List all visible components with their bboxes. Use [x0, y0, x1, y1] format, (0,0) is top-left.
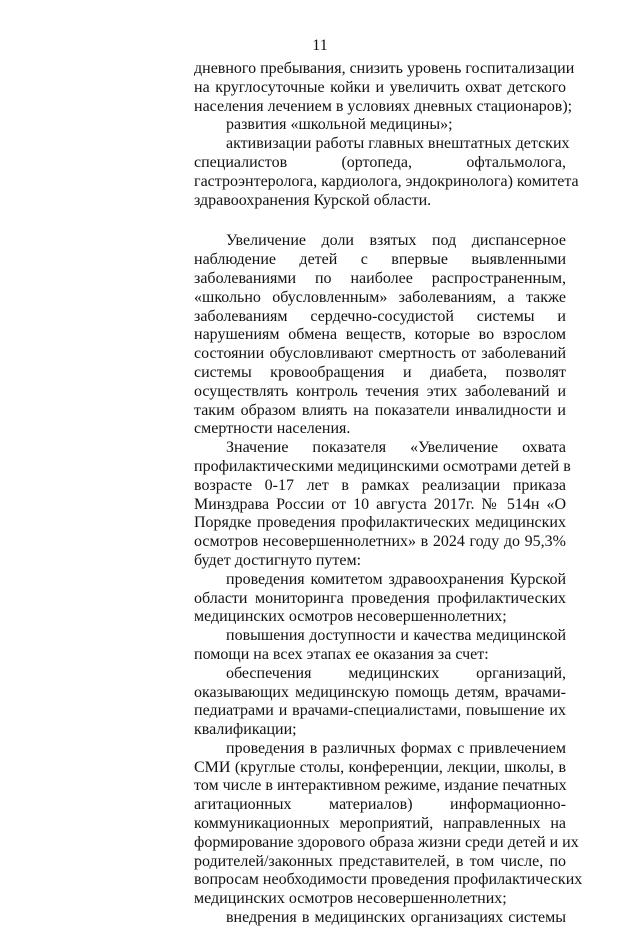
text-line: дневного пребывания, снизить уровень госпитализации [194, 60, 575, 77]
text-line: формирование здорового образа жизни среди детей и их [194, 833, 579, 851]
text-line: том числе в интерактивном режиме, издание печатных [194, 777, 567, 795]
text-line: профилактическими медицинскими осмотрами детей в [194, 457, 571, 475]
text-line: помощи на всех этапах ее оказания за счет: [194, 645, 489, 663]
text-line: внедрения в медицинских организациях системы [226, 909, 566, 927]
text-line: квалификации; [194, 721, 297, 739]
text-line: проведения в различных формах с привлечением [226, 739, 566, 757]
text-line: агитационных материалов) информационно- [194, 796, 566, 814]
text-line: здравоохранения Курской области. [194, 191, 432, 209]
text-line: «школьно обусловленным» заболеваниям, а также [194, 288, 566, 306]
text-line: наблюдение детей с впервые выявленными [194, 251, 566, 269]
text-line: развития «школьной медицины»; [226, 116, 453, 134]
text-line: родителей/законных представителей, в том числе, по [194, 852, 566, 870]
text-line: специалистов (ортопеда, офтальмолога, [194, 153, 566, 171]
text-line: Минздрава России от 10 августа 2017г. № 514н «О [194, 495, 566, 513]
text-line: таким образом влиять на показатели инвалидности и [194, 401, 566, 419]
text-line: Значение показателя «Увеличение охвата [226, 439, 566, 457]
text-line: на круглосуточные койки и увеличить охват детского [194, 78, 566, 96]
text-line: медицинских осмотров несовершеннолетних; [194, 608, 507, 626]
text-line: активизации работы главных внештатных детских [226, 135, 570, 153]
text-line: оказывающих медицинскую помощь детям, врачами- [194, 683, 566, 701]
text-line: системы кровообращения и диабета, позволят [194, 363, 566, 381]
text-line: состоянии обусловливают смертность от заболеваний [194, 345, 566, 363]
paragraph-gap [194, 210, 566, 232]
text-line: осуществлять контроль течения этих заболеваний и [194, 382, 566, 400]
text-line: заболеваниями по наиболее распространенным, [194, 269, 566, 287]
text-line: коммуникационных мероприятий, направленных на [194, 815, 566, 833]
text-line: обеспечения медицинских организаций, [226, 664, 566, 682]
text-line: Увеличение доли взятых под диспансерное [226, 232, 566, 250]
text-line: проведения комитетом здравоохранения Курской [226, 570, 566, 588]
text-line: гастроэнтеролога, кардиолога, эндокринолога) комитета [194, 172, 579, 190]
text-line: повышения доступности и качества медицинской [226, 627, 566, 645]
text-line: заболеваниям сердечно-сосудистой системы и [194, 307, 566, 325]
text-line: нарушениям обмена веществ, которые во взрослом [194, 326, 566, 344]
text-line: педиатрами и врачами-специалистами, повышение их [194, 702, 566, 720]
body-text [194, 60, 583, 928]
text-line: вопросам необходимости проведения профилактических [194, 871, 583, 889]
text-line: смертности населения. [194, 420, 351, 438]
text-line: области мониторинга проведения профилактических [194, 589, 566, 607]
text-line: населения лечением в условиях дневных стационаров); [194, 97, 573, 115]
text-line: осмотров несовершеннолетних» в 2024 году до 95,3% [194, 533, 566, 551]
page-number: 11 [312, 37, 328, 54]
text-line: СМИ (круглые столы, конференции, лекции, школы, в [194, 758, 566, 776]
text-line: медицинских осмотров несовершеннолетних; [194, 890, 507, 908]
text-line: будет достигнуто путем: [194, 551, 362, 569]
text-line: возрасте 0-17 лет в рамках реализации приказа [194, 476, 566, 494]
text-line: Порядке проведения профилактических медицинских [194, 514, 566, 532]
